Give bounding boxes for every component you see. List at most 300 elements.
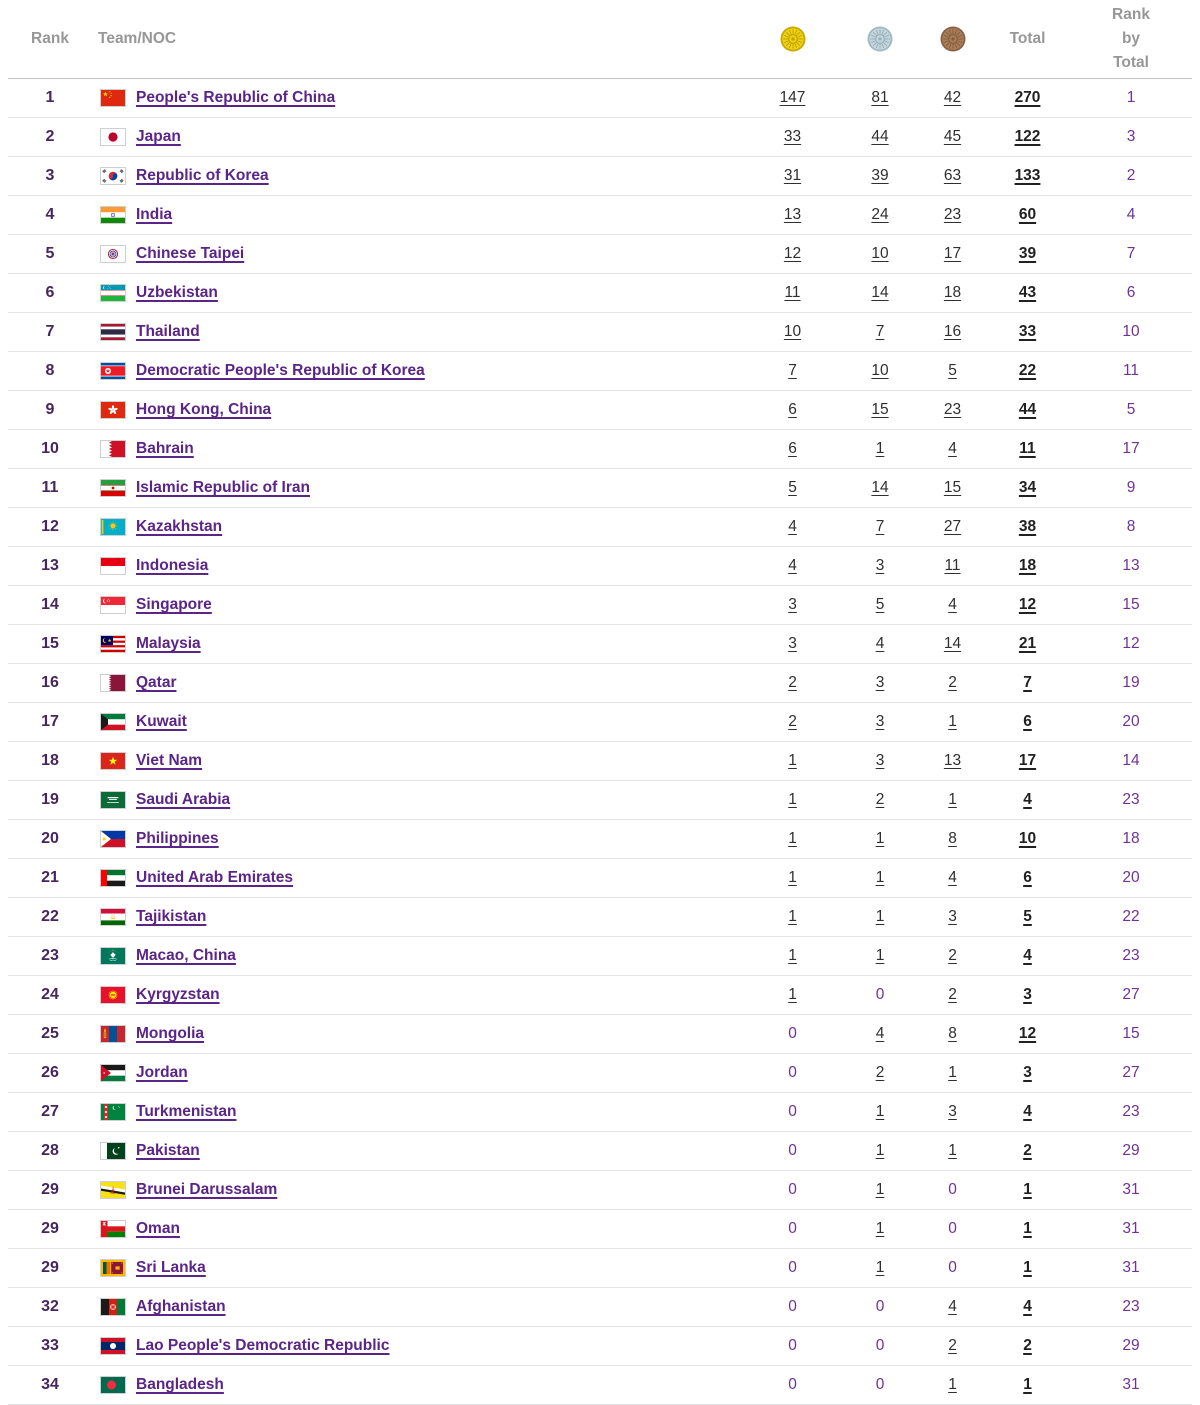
gold-count[interactable]: 5 — [788, 479, 797, 496]
table-row — [8, 157, 1192, 196]
gold-count[interactable]: 1 — [788, 830, 797, 847]
bronze-cell — [920, 674, 985, 692]
header-gold — [745, 26, 840, 52]
table-row — [8, 859, 1192, 898]
total-count[interactable]: 133 — [1015, 167, 1041, 184]
gold-cell — [745, 674, 840, 692]
bronze-cell — [920, 596, 985, 614]
flag-jor-icon — [100, 1064, 126, 1082]
gold-count[interactable]: 33 — [784, 128, 801, 145]
total-count[interactable]: 17 — [1019, 752, 1036, 769]
rank-by-total-cell: 1 — [1070, 89, 1192, 107]
team-cell — [92, 401, 745, 419]
team-cell — [92, 323, 745, 341]
silver-cell — [840, 440, 920, 458]
gold-cell — [745, 791, 840, 809]
flag-tha-icon — [100, 323, 126, 341]
gold-cell — [745, 323, 840, 341]
silver-count[interactable]: 14 — [871, 479, 888, 496]
team-link[interactable]: Pakistan — [136, 1142, 200, 1160]
table-row — [8, 586, 1192, 625]
silver-cell — [840, 986, 920, 1004]
bronze-count[interactable]: 1 — [948, 1064, 957, 1081]
team-link[interactable]: Malaysia — [136, 635, 201, 653]
team-link[interactable]: Chinese Taipei — [136, 245, 244, 263]
silver-count[interactable]: 3 — [876, 674, 885, 691]
gold-cell — [745, 1376, 840, 1394]
silver-count[interactable]: 1 — [876, 830, 885, 847]
team-link[interactable]: Republic of Korea — [136, 167, 269, 185]
total-cell — [985, 1064, 1070, 1082]
team-link[interactable]: People's Republic of China — [136, 89, 335, 107]
gold-count[interactable]: 31 — [784, 167, 801, 184]
silver-cell — [840, 1064, 920, 1082]
rank-by-total-cell: 23 — [1070, 947, 1192, 965]
gold-cell — [745, 167, 840, 185]
rank-by-total-cell: 20 — [1070, 869, 1192, 887]
team-link[interactable]: Japan — [136, 128, 181, 146]
silver-count[interactable]: 1 — [876, 1259, 885, 1276]
total-count[interactable]: 6 — [1023, 869, 1032, 886]
total-cell — [985, 674, 1070, 692]
bronze-count[interactable]: 4 — [948, 869, 957, 886]
team-link[interactable]: United Arab Emirates — [136, 869, 293, 887]
flag-jpn-icon — [100, 128, 126, 146]
team-cell — [92, 1142, 745, 1160]
bronze-count: 0 — [948, 1181, 957, 1198]
total-cell — [985, 440, 1070, 458]
table-row — [8, 625, 1192, 664]
total-count[interactable]: 4 — [1023, 1103, 1032, 1120]
rank-by-total-cell: 20 — [1070, 713, 1192, 731]
flag-sgp-icon — [100, 596, 126, 614]
flag-kwt-icon — [100, 713, 126, 731]
rank-by-total-cell: 7 — [1070, 245, 1192, 263]
bronze-cell — [920, 1103, 985, 1121]
silver-count[interactable]: 1 — [876, 1142, 885, 1159]
gold-count[interactable]: 1 — [788, 869, 797, 886]
gold-count[interactable]: 11 — [784, 284, 800, 301]
total-count[interactable]: 6 — [1023, 713, 1032, 730]
gold-count[interactable]: 3 — [788, 596, 797, 613]
rank-cell: 3 — [8, 167, 92, 185]
rank-cell: 2 — [8, 128, 92, 146]
rank-by-total-cell: 31 — [1070, 1376, 1192, 1394]
bronze-count[interactable]: 1 — [948, 1142, 957, 1159]
team-link[interactable]: India — [136, 206, 172, 224]
gold-count[interactable]: 13 — [784, 206, 801, 223]
gold-count[interactable]: 1 — [788, 908, 797, 925]
flag-phl-icon — [100, 830, 126, 848]
bronze-count[interactable]: 8 — [948, 830, 957, 847]
silver-count[interactable]: 2 — [876, 791, 885, 808]
total-cell — [985, 89, 1070, 107]
bronze-cell — [920, 791, 985, 809]
team-link[interactable]: Kyrgyzstan — [136, 986, 220, 1004]
team-cell — [92, 986, 745, 1004]
rank-by-total-cell: 31 — [1070, 1220, 1192, 1238]
gold-count: 0 — [788, 1220, 797, 1237]
rank-cell: 1 — [8, 89, 92, 107]
flag-tpe-icon — [100, 245, 126, 263]
bronze-count[interactable]: 14 — [944, 635, 961, 652]
silver-cell — [840, 674, 920, 692]
team-link[interactable]: Indonesia — [136, 557, 208, 575]
gold-count[interactable]: 6 — [788, 401, 797, 418]
total-count[interactable]: 22 — [1019, 362, 1036, 379]
table-row — [8, 1210, 1192, 1249]
silver-cell — [840, 1025, 920, 1043]
silver-count[interactable]: 1 — [876, 947, 885, 964]
team-link[interactable]: Brunei Darussalam — [136, 1181, 277, 1199]
silver-cell — [840, 284, 920, 302]
team-link[interactable]: Singapore — [136, 596, 212, 614]
team-cell — [92, 830, 745, 848]
bronze-count[interactable]: 2 — [948, 947, 957, 964]
rank-cell: 9 — [8, 401, 92, 419]
bronze-count[interactable]: 8 — [948, 1025, 957, 1042]
bronze-count[interactable]: 42 — [944, 89, 961, 106]
bronze-count[interactable]: 63 — [944, 167, 961, 184]
rank-cell: 27 — [8, 1103, 92, 1121]
team-link[interactable]: Afghanistan — [136, 1298, 226, 1316]
bronze-count[interactable]: 1 — [948, 1376, 957, 1393]
rank-cell: 18 — [8, 752, 92, 770]
header-team-noc: Team/NOC — [92, 30, 745, 48]
rank-by-total-cell: 18 — [1070, 830, 1192, 848]
table-row — [8, 1054, 1192, 1093]
flag-are-icon — [100, 869, 126, 887]
total-cell — [985, 635, 1070, 653]
flag-ind-icon — [100, 206, 126, 224]
team-link[interactable]: Jordan — [136, 1064, 188, 1082]
table-row — [8, 1327, 1192, 1366]
rank-cell: 16 — [8, 674, 92, 692]
total-count[interactable]: 38 — [1019, 518, 1036, 535]
bronze-cell — [920, 1337, 985, 1355]
total-count[interactable]: 4 — [1023, 1298, 1032, 1315]
total-count[interactable]: 7 — [1023, 674, 1032, 691]
total-count[interactable]: 44 — [1019, 401, 1036, 418]
silver-count[interactable]: 39 — [871, 167, 888, 184]
gold-cell — [745, 1337, 840, 1355]
silver-cell — [840, 596, 920, 614]
bronze-count[interactable]: 1 — [948, 791, 957, 808]
rank-cell: 11 — [8, 479, 92, 497]
total-cell — [985, 1259, 1070, 1277]
table-header — [8, 0, 1192, 79]
total-count[interactable]: 12 — [1019, 596, 1036, 613]
gold-count[interactable]: 2 — [788, 674, 797, 691]
rank-cell: 25 — [8, 1025, 92, 1043]
bronze-count[interactable]: 2 — [948, 1337, 957, 1354]
gold-count[interactable]: 1 — [788, 947, 797, 964]
gold-cell — [745, 1142, 840, 1160]
gold-count: 0 — [788, 1259, 797, 1276]
table-row — [8, 547, 1192, 586]
total-count[interactable]: 1 — [1023, 1259, 1032, 1276]
silver-cell — [840, 752, 920, 770]
rank-by-total-cell: 29 — [1070, 1337, 1192, 1355]
gold-cell — [745, 440, 840, 458]
team-link[interactable]: Kazakhstan — [136, 518, 222, 536]
total-count[interactable]: 18 — [1019, 557, 1036, 574]
bronze-cell — [920, 1220, 985, 1238]
silver-count[interactable]: 1 — [876, 1220, 885, 1237]
team-link[interactable]: Kuwait — [136, 713, 187, 731]
team-link[interactable]: Saudi Arabia — [136, 791, 230, 809]
silver-cell — [840, 245, 920, 263]
silver-count[interactable]: 81 — [871, 89, 888, 106]
bronze-count[interactable]: 11 — [944, 557, 960, 574]
total-cell — [985, 752, 1070, 770]
total-count[interactable]: 5 — [1023, 908, 1032, 925]
silver-count[interactable]: 7 — [876, 518, 885, 535]
team-cell — [92, 791, 745, 809]
team-link[interactable]: Thailand — [136, 323, 200, 341]
total-count[interactable]: 1 — [1023, 1181, 1032, 1198]
total-count[interactable]: 43 — [1019, 284, 1036, 301]
total-cell — [985, 908, 1070, 926]
total-count[interactable]: 60 — [1019, 206, 1036, 223]
bronze-count[interactable]: 23 — [944, 206, 961, 223]
silver-count[interactable]: 1 — [876, 440, 885, 457]
silver-count[interactable]: 5 — [876, 596, 885, 613]
team-link[interactable]: Mongolia — [136, 1025, 204, 1043]
gold-cell — [745, 1025, 840, 1043]
flag-mys-icon — [100, 635, 126, 653]
silver-count[interactable]: 3 — [876, 713, 885, 730]
bronze-count[interactable]: 27 — [944, 518, 961, 535]
silver-count[interactable]: 44 — [871, 128, 888, 145]
gold-count[interactable]: 6 — [788, 440, 797, 457]
team-link[interactable]: Qatar — [136, 674, 177, 692]
bronze-count[interactable]: 15 — [944, 479, 961, 496]
flag-tjk-icon — [100, 908, 126, 926]
total-cell — [985, 1376, 1070, 1394]
rank-by-total-cell: 23 — [1070, 1103, 1192, 1121]
silver-count[interactable]: 7 — [876, 323, 885, 340]
gold-count[interactable]: 1 — [788, 752, 797, 769]
silver-cell — [840, 1220, 920, 1238]
total-count[interactable]: 12 — [1019, 1025, 1036, 1042]
bronze-cell — [920, 1064, 985, 1082]
gold-cell — [745, 830, 840, 848]
total-count[interactable]: 39 — [1019, 245, 1036, 262]
total-count[interactable]: 1 — [1023, 1376, 1032, 1393]
total-count[interactable]: 3 — [1023, 986, 1032, 1003]
silver-count[interactable]: 1 — [876, 908, 885, 925]
silver-count[interactable]: 2 — [876, 1064, 885, 1081]
gold-count: 0 — [788, 1298, 797, 1315]
silver-cell — [840, 1298, 920, 1316]
flag-lao-icon — [100, 1337, 126, 1355]
silver-count[interactable]: 1 — [876, 1103, 885, 1120]
silver-count[interactable]: 4 — [876, 1025, 885, 1042]
flag-afg-icon — [100, 1298, 126, 1316]
gold-cell — [745, 947, 840, 965]
gold-cell — [745, 1103, 840, 1121]
table-row — [8, 274, 1192, 313]
flag-pak-icon — [100, 1142, 126, 1160]
silver-count[interactable]: 3 — [876, 752, 885, 769]
bronze-count[interactable]: 18 — [944, 284, 961, 301]
gold-count[interactable]: 4 — [788, 518, 797, 535]
gold-cell — [745, 1064, 840, 1082]
bronze-count[interactable]: 16 — [944, 323, 961, 340]
silver-count[interactable]: 3 — [876, 557, 885, 574]
silver-count[interactable]: 15 — [871, 401, 888, 418]
total-count[interactable]: 33 — [1019, 323, 1036, 340]
total-count[interactable]: 270 — [1015, 89, 1041, 106]
bronze-count[interactable]: 3 — [948, 1103, 957, 1120]
silver-count[interactable]: 1 — [876, 1181, 885, 1198]
silver-cell — [840, 206, 920, 224]
gold-count[interactable]: 1 — [788, 986, 797, 1003]
gold-count[interactable]: 147 — [780, 89, 806, 106]
gold-count: 0 — [788, 1337, 797, 1354]
total-count[interactable]: 122 — [1015, 128, 1041, 145]
team-cell — [92, 1103, 745, 1121]
total-cell — [985, 1337, 1070, 1355]
team-link[interactable]: Tajikistan — [136, 908, 206, 926]
rank-by-total-cell: 22 — [1070, 908, 1192, 926]
team-link[interactable]: Uzbekistan — [136, 284, 218, 302]
team-link[interactable]: Oman — [136, 1220, 180, 1238]
bronze-cell — [920, 284, 985, 302]
total-count[interactable]: 4 — [1023, 947, 1032, 964]
bronze-count: 0 — [948, 1220, 957, 1237]
total-count[interactable]: 21 — [1019, 635, 1036, 652]
team-cell — [92, 479, 745, 497]
silver-count[interactable]: 4 — [876, 635, 885, 652]
silver-count[interactable]: 1 — [876, 869, 885, 886]
silver-count[interactable]: 10 — [871, 362, 888, 379]
team-link[interactable]: Democratic People's Republic of Korea — [136, 362, 425, 380]
gold-count[interactable]: 4 — [788, 557, 797, 574]
rank-by-total-cell: 2 — [1070, 167, 1192, 185]
gold-count: 0 — [788, 1142, 797, 1159]
bronze-count[interactable]: 3 — [948, 908, 957, 925]
total-count[interactable]: 2 — [1023, 1142, 1032, 1159]
gold-cell — [745, 557, 840, 575]
team-link[interactable]: Bahrain — [136, 440, 194, 458]
total-cell — [985, 1298, 1070, 1316]
table-row — [8, 1171, 1192, 1210]
table-row — [8, 196, 1192, 235]
gold-count[interactable]: 2 — [788, 713, 797, 730]
gold-count[interactable]: 3 — [788, 635, 797, 652]
table-row — [8, 1093, 1192, 1132]
team-cell — [92, 752, 745, 770]
team-cell — [92, 1259, 745, 1277]
bronze-count[interactable]: 2 — [948, 674, 957, 691]
bronze-count[interactable]: 13 — [944, 752, 961, 769]
rank-cell: 22 — [8, 908, 92, 926]
total-count[interactable]: 34 — [1019, 479, 1036, 496]
total-count[interactable]: 11 — [1019, 440, 1035, 457]
total-cell — [985, 1142, 1070, 1160]
bronze-count[interactable]: 1 — [948, 713, 957, 730]
bronze-count[interactable]: 4 — [948, 596, 957, 613]
bronze-cell — [920, 830, 985, 848]
total-cell — [985, 596, 1070, 614]
team-link[interactable]: Bangladesh — [136, 1376, 224, 1394]
team-cell — [92, 635, 745, 653]
bronze-count[interactable]: 4 — [948, 1298, 957, 1315]
team-link[interactable]: Turkmenistan — [136, 1103, 237, 1121]
silver-cell — [840, 89, 920, 107]
bronze-count[interactable]: 23 — [944, 401, 961, 418]
bronze-count[interactable]: 4 — [948, 440, 957, 457]
total-count[interactable]: 4 — [1023, 791, 1032, 808]
total-count[interactable]: 3 — [1023, 1064, 1032, 1081]
header-silver — [840, 26, 920, 52]
flag-qat-icon — [100, 674, 126, 692]
team-cell — [92, 440, 745, 458]
gold-cell — [745, 752, 840, 770]
silver-count[interactable]: 24 — [871, 206, 888, 223]
team-link[interactable]: Lao People's Democratic Republic — [136, 1337, 389, 1355]
rank-cell: 26 — [8, 1064, 92, 1082]
team-link[interactable]: Sri Lanka — [136, 1259, 206, 1277]
rank-by-total-cell: 12 — [1070, 635, 1192, 653]
total-count[interactable]: 2 — [1023, 1337, 1032, 1354]
team-link[interactable]: Islamic Republic of Iran — [136, 479, 310, 497]
rank-by-total-cell: 6 — [1070, 284, 1192, 302]
silver-cell — [840, 830, 920, 848]
gold-count[interactable]: 10 — [784, 323, 801, 340]
silver-cell — [840, 167, 920, 185]
bronze-count[interactable]: 17 — [944, 245, 961, 262]
bronze-count[interactable]: 2 — [948, 986, 957, 1003]
gold-count[interactable]: 12 — [784, 245, 801, 262]
silver-cell — [840, 1259, 920, 1277]
gold-cell — [745, 908, 840, 926]
gold-count[interactable]: 1 — [788, 791, 797, 808]
bronze-count[interactable]: 5 — [948, 362, 957, 379]
rank-cell: 28 — [8, 1142, 92, 1160]
total-count[interactable]: 10 — [1019, 830, 1036, 847]
rank-by-total-cell: 13 — [1070, 557, 1192, 575]
total-count[interactable]: 1 — [1023, 1220, 1032, 1237]
silver-cell — [840, 557, 920, 575]
flag-idn-icon — [100, 557, 126, 575]
table-row — [8, 313, 1192, 352]
rank-cell: 21 — [8, 869, 92, 887]
gold-cell — [745, 1298, 840, 1316]
team-link[interactable]: Macao, China — [136, 947, 236, 965]
bronze-count[interactable]: 45 — [944, 128, 961, 145]
flag-prk-icon — [100, 362, 126, 380]
bronze-cell — [920, 1259, 985, 1277]
team-cell — [92, 362, 745, 380]
silver-count[interactable]: 14 — [871, 284, 888, 301]
flag-bgd-icon — [100, 1376, 126, 1394]
gold-count[interactable]: 7 — [788, 362, 797, 379]
silver-count[interactable]: 10 — [871, 245, 888, 262]
team-cell — [92, 128, 745, 146]
rank-by-total-cell: 15 — [1070, 1025, 1192, 1043]
rank-cell: 19 — [8, 791, 92, 809]
team-link[interactable]: Philippines — [136, 830, 219, 848]
rank-cell: 29 — [8, 1259, 92, 1277]
team-cell — [92, 1025, 745, 1043]
team-link[interactable]: Hong Kong, China — [136, 401, 271, 419]
total-cell — [985, 362, 1070, 380]
bronze-cell — [920, 323, 985, 341]
team-link[interactable]: Viet Nam — [136, 752, 202, 770]
